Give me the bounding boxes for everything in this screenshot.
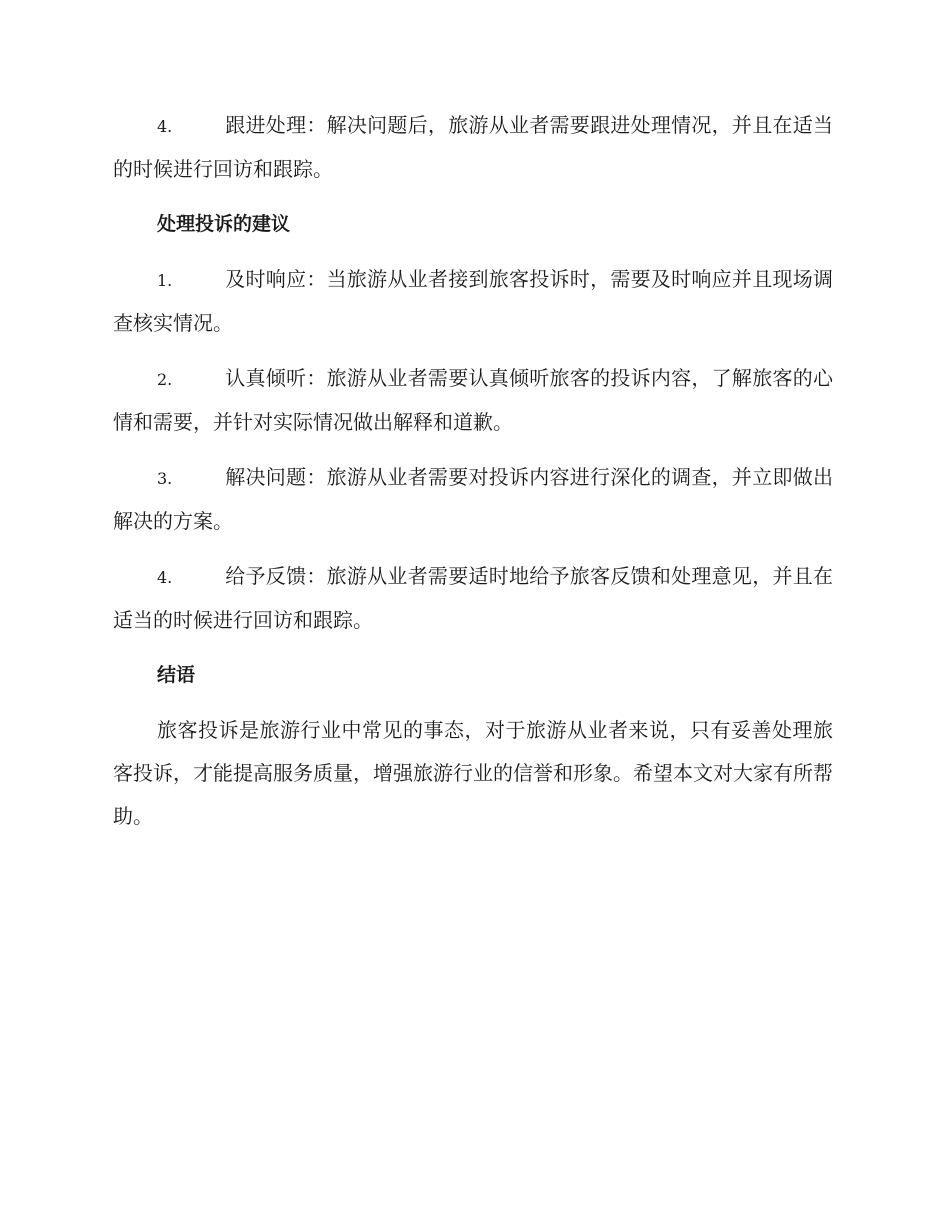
list-number: 4. (157, 117, 173, 136)
list-text: 及时响应：当旅游从业者接到旅客投诉时，需要及时响应并且现场调查核实情况。 (113, 267, 833, 335)
conclusion-paragraph: 旅客投诉是旅游行业中常见的事态，对于旅游从业者来说，只有妥善处理旅客投诉，才能提高服务质量，增强旅游行业的信誉和形象。希望本文对大家有所帮助。 (113, 718, 833, 828)
list-number: 4. (157, 568, 173, 587)
list-item (113, 555, 833, 642)
list-number: 1. (157, 271, 173, 290)
list-item (113, 258, 833, 345)
list-item-follow-up (113, 104, 833, 191)
section-heading-conclusion: 结语 (157, 664, 196, 686)
list-number: 2. (157, 370, 173, 389)
list-text: 解决问题：旅游从业者需要对投诉内容进行深化的调查，并立即做出解决的方案。 (113, 465, 833, 533)
list-item (113, 456, 833, 543)
list-text: 认真倾听：旅游从业者需要认真倾听旅客的投诉内容，了解旅客的心情和需要，并针对实际情况做出解释和道歉。 (113, 366, 833, 434)
list-text: 跟进处理：解决问题后，旅游从业者需要跟进处理情况，并且在适当的时候进行回访和跟踪。 (113, 113, 833, 181)
document-page (113, 104, 833, 838)
section-heading-suggestions: 处理投诉的建议 (157, 213, 291, 235)
list-text: 给予反馈：旅游从业者需要适时地给予旅客反馈和处理意见，并且在适当的时候进行回访和跟踪。 (113, 564, 833, 632)
list-item (113, 357, 833, 444)
list-number: 3. (157, 469, 173, 488)
